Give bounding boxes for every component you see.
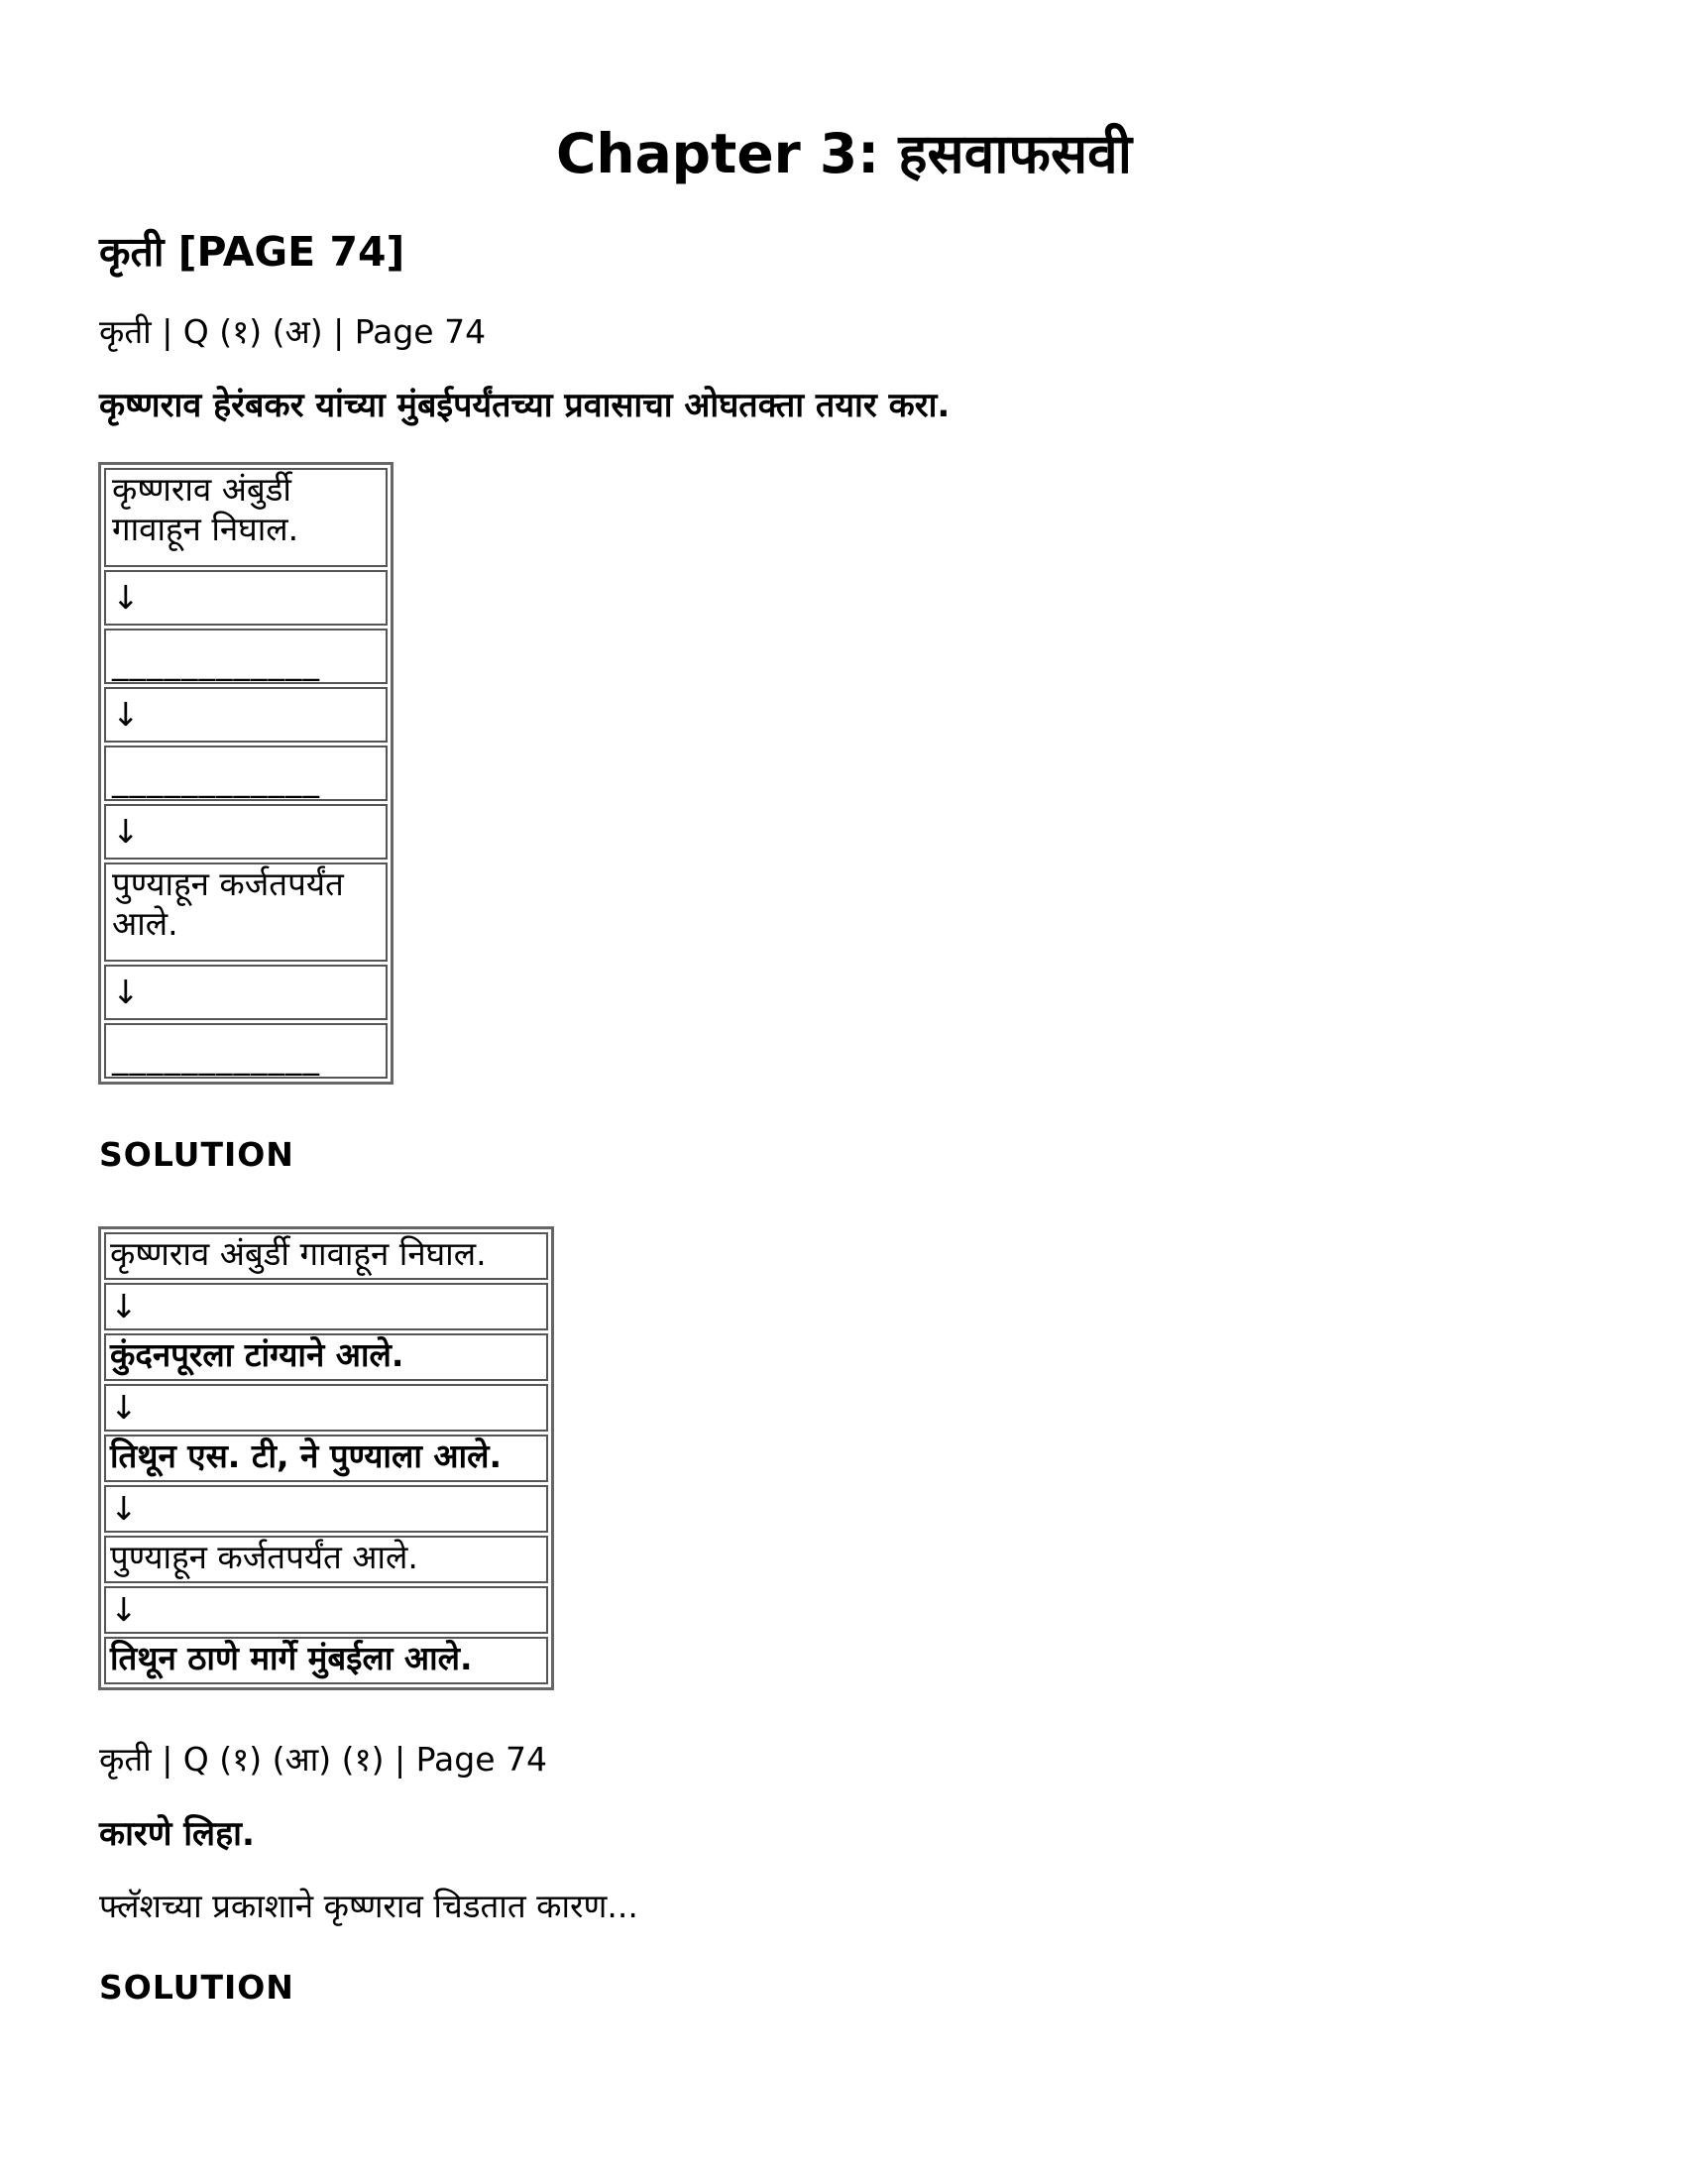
chapter-title: Chapter 3: हसवाफसवी	[556, 122, 1132, 185]
flow-row	[104, 570, 388, 626]
flow-row	[104, 1384, 548, 1432]
question-meta-2: कृती | Q (१) (आ) (१) | Page 74	[99, 1740, 548, 1779]
flow-row	[104, 1435, 548, 1482]
flow-row	[104, 1232, 548, 1280]
flow-row	[104, 629, 388, 684]
down-arrow-icon: ↓	[104, 1283, 548, 1330]
flow-row	[104, 862, 388, 962]
down-arrow-icon: ↓	[104, 1384, 548, 1432]
down-arrow-icon: ↓	[104, 804, 388, 860]
flow-row	[104, 1536, 548, 1583]
flow-cell-start: कृष्णराव अंबुर्डी गावाहून निघाल.	[104, 468, 388, 567]
solution-label-1: SOLUTION	[99, 1135, 294, 1174]
flow-row	[104, 1485, 548, 1533]
flow-cell-answer: कुंदनपूरला टांग्याने आले.	[104, 1333, 548, 1381]
flow-row	[104, 1283, 548, 1330]
down-arrow-icon: ↓	[104, 687, 388, 743]
flow-row	[104, 746, 388, 801]
flow-cell-karjat: पुण्याहून कर्जतपर्यंत आले.	[104, 862, 388, 962]
flow-row	[104, 804, 388, 860]
flow-cell-blank: ____________	[104, 746, 388, 801]
flow-row	[104, 1333, 548, 1381]
flowchart-solution-table	[98, 1226, 554, 1690]
down-arrow-icon: ↓	[104, 965, 388, 1020]
question-text-2: कारणे लिहा.	[99, 1814, 255, 1854]
down-arrow-icon: ↓	[104, 1586, 548, 1634]
flowchart-question-table	[98, 462, 394, 1085]
down-arrow-icon: ↓	[104, 570, 388, 626]
question-text-1: कृष्णराव हेरंबकर यांच्या मुंबईपर्यंतच्या प्रवासाचा ओघतक्ता तयार करा.	[99, 386, 951, 425]
flow-row	[104, 468, 388, 567]
flow-cell-blank: ____________	[104, 1023, 388, 1079]
solution-label-2: SOLUTION	[99, 1968, 294, 2007]
flow-row	[104, 1023, 388, 1079]
question-meta-1: कृती | Q (१) (अ) | Page 74	[99, 312, 487, 351]
flow-row	[104, 687, 388, 743]
flow-cell-answer: तिथून ठाणे मार्गे मुंबईला आले.	[104, 1637, 548, 1684]
section-heading: कृती [PAGE 74]	[99, 228, 405, 276]
flow-cell: कृष्णराव अंबुर्डी गावाहून निघाल.	[104, 1232, 548, 1280]
flow-row	[104, 1586, 548, 1634]
flow-cell: पुण्याहून कर्जतपर्यंत आले.	[104, 1536, 548, 1583]
flow-cell-blank: ____________	[104, 629, 388, 684]
question-prompt-2: फ्लॅशच्या प्रकाशाने कृष्णराव चिडतात कारण...	[99, 1887, 638, 1925]
flow-row	[104, 965, 388, 1020]
flow-row	[104, 1637, 548, 1684]
down-arrow-icon: ↓	[104, 1485, 548, 1533]
flow-cell-answer: तिथून एस. टी, ने पुण्याला आले.	[104, 1435, 548, 1482]
